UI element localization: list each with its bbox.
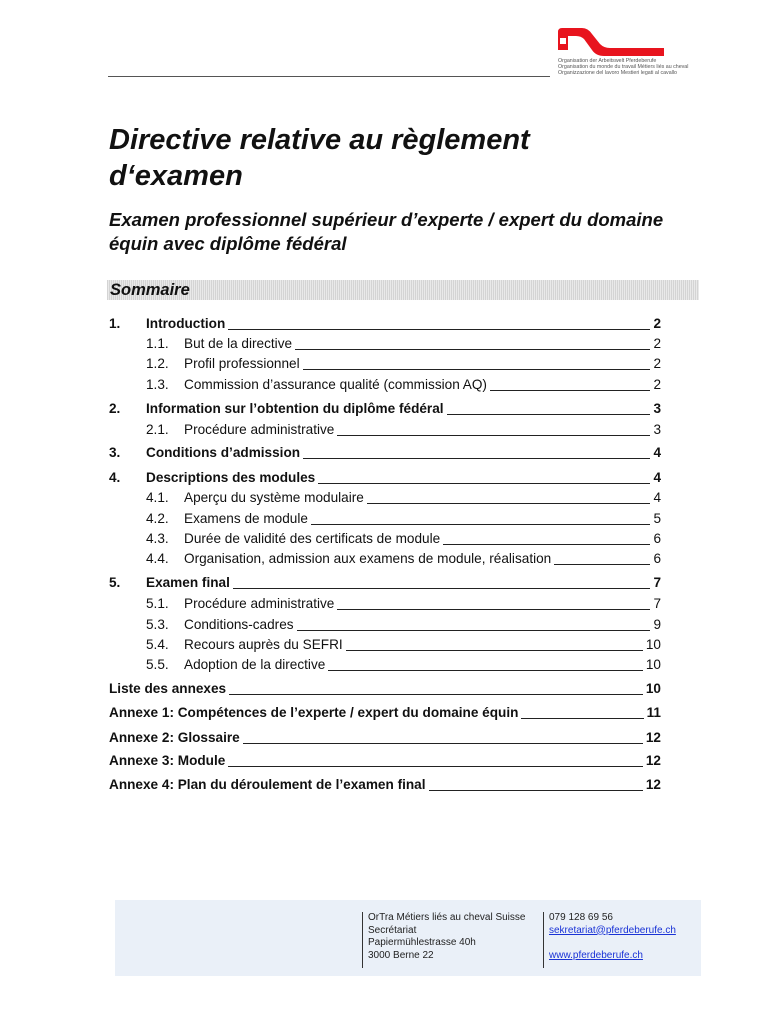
toc-entry-page: 10	[645, 637, 661, 652]
toc-entry[interactable]	[146, 530, 661, 548]
toc-entry-page: 3	[653, 401, 661, 416]
toc-leader-line	[297, 629, 651, 631]
toc-entry[interactable]	[109, 704, 661, 722]
toc-entry[interactable]	[109, 752, 661, 770]
toc-entry-page: 6	[653, 531, 661, 546]
address-line: Papiermühlestrasse 40h	[368, 937, 476, 948]
logo-text	[558, 58, 708, 76]
footer-contact	[543, 912, 699, 968]
toc-entry-title: Aperçu du système modulaire	[184, 490, 364, 505]
toc-leader-line	[243, 742, 643, 744]
toc-leader-line	[337, 608, 650, 610]
website-link[interactable]: www.pferdeberufe.ch	[549, 949, 643, 961]
address-line: OrTra Métiers liés au cheval Suisse	[368, 912, 526, 923]
toc-entry-number: 1.2.	[146, 356, 169, 371]
toc-entry[interactable]	[146, 335, 661, 353]
toc-entry-number: 5.3.	[146, 617, 169, 632]
footer	[115, 900, 701, 976]
toc-entry[interactable]	[146, 616, 661, 634]
toc-leader-line	[229, 693, 643, 695]
toc-leader-line	[318, 482, 650, 484]
toc-entry-number: 3.	[109, 445, 121, 460]
toc-entry[interactable]	[109, 574, 661, 592]
toc-entry-number: 4.3.	[146, 531, 169, 546]
header-rule	[108, 76, 550, 77]
toc-entry[interactable]	[109, 400, 661, 418]
toc-leader-line	[295, 348, 650, 350]
toc-entry-title: Descriptions des modules	[146, 470, 316, 485]
toc-leader-line	[490, 389, 650, 391]
toc-entry-number: 5.4.	[146, 637, 169, 652]
toc-entry-number: 1.	[109, 316, 121, 331]
toc-entry-number: 4.2.	[146, 511, 169, 526]
email-link[interactable]: sekretariat@pferdeberufe.ch	[549, 924, 676, 936]
toc-entry-page: 3	[653, 422, 661, 437]
toc-entry-title: Examen final	[146, 575, 230, 590]
toc-entry-title: Organisation, admission aux examens de module, réalisation	[184, 551, 552, 566]
sommaire-heading: Sommaire	[110, 281, 190, 299]
toc-entry-number: 1.3.	[146, 377, 169, 392]
toc-leader-line	[447, 413, 651, 415]
toc-entry[interactable]	[146, 421, 661, 439]
toc-entry-title: Annexe 1: Compétences de l’experte / expert du domaine équin	[109, 705, 519, 720]
toc-entry-number: 2.	[109, 401, 121, 416]
toc-entry-title: Conditions-cadres	[184, 617, 294, 632]
toc-entry-title: Examens de module	[184, 511, 308, 526]
toc-entry-title: Profil professionnel	[184, 356, 300, 371]
toc-entry-page: 6	[653, 551, 661, 566]
toc-entry-number: 5.1.	[146, 596, 169, 611]
toc-entry-number: 2.1.	[146, 422, 169, 437]
toc-entry-title: Recours auprès du SEFRI	[184, 637, 343, 652]
toc-entry-page: 9	[653, 617, 661, 632]
toc-entry-title: Information sur l’obtention du diplôme fédéral	[146, 401, 444, 416]
document-title: Directive relative au règlement d‘examen	[109, 124, 530, 192]
toc-entry-title: Adoption de la directive	[184, 657, 326, 672]
toc-entry-page: 4	[653, 490, 661, 505]
toc-entry-page: 10	[645, 657, 661, 672]
toc-entry[interactable]	[146, 656, 661, 674]
toc-entry-page: 12	[645, 753, 661, 768]
toc-leader-line	[443, 543, 650, 545]
toc-entry[interactable]	[109, 680, 661, 698]
toc-leader-line	[228, 765, 643, 767]
toc-leader-line	[554, 563, 650, 565]
toc-entry-title: Introduction	[146, 316, 226, 331]
toc-entry[interactable]	[146, 595, 661, 613]
toc-entry-number: 5.	[109, 575, 121, 590]
phone-number: 079 128 69 56	[549, 912, 613, 923]
logo-line: Organisation der Arbeitswelt Pferdeberufe	[558, 58, 657, 64]
toc-leader-line	[303, 368, 651, 370]
toc-entry-title: Annexe 3: Module	[109, 753, 226, 768]
logo-line: Organizzazione del lavoro Mestieri legati al cavallo	[558, 70, 677, 76]
toc-entry-title: Commission d’assurance qualité (commission AQ)	[184, 377, 487, 392]
toc-entry-page: 4	[653, 470, 661, 485]
toc-leader-line	[429, 789, 643, 791]
footer-address	[362, 912, 550, 968]
toc-leader-line	[303, 457, 650, 459]
toc-entry[interactable]	[109, 315, 661, 333]
toc-entry[interactable]	[109, 444, 661, 462]
toc-entry[interactable]	[146, 489, 661, 507]
toc-entry-title: But de la directive	[184, 336, 293, 351]
toc-entry-title: Annexe 2: Glossaire	[109, 730, 240, 745]
address-line: 3000 Berne 22	[368, 949, 434, 961]
toc-entry-page: 12	[645, 777, 661, 792]
toc-entry-number: 4.4.	[146, 551, 169, 566]
toc-entry[interactable]	[146, 376, 661, 394]
toc-leader-line	[521, 717, 643, 719]
toc-entry-number: 1.1.	[146, 336, 169, 351]
toc-entry-page: 7	[653, 596, 661, 611]
toc-leader-line	[233, 587, 651, 589]
toc-entry-page: 2	[653, 316, 661, 331]
toc-entry-number: 4.1.	[146, 490, 169, 505]
toc-leader-line	[228, 328, 650, 330]
toc-entry-page: 4	[653, 445, 661, 460]
toc-entry-page: 11	[646, 705, 661, 720]
logo-mark-icon	[556, 26, 666, 60]
organization-logo	[556, 26, 706, 82]
logo-line: Organisation du monde du travail Métiers liés au cheval	[558, 64, 689, 70]
sommaire-heading-bar	[107, 280, 699, 300]
toc-leader-line	[311, 523, 651, 525]
toc-leader-line	[346, 649, 643, 651]
toc-entry-number: 5.5.	[146, 657, 169, 672]
toc-entry-title: Procédure administrative	[184, 422, 335, 437]
toc-entry[interactable]	[109, 776, 661, 794]
toc-entry[interactable]	[146, 550, 661, 568]
toc-entry-title: Procédure administrative	[184, 596, 335, 611]
toc-entry-page: 12	[645, 730, 661, 745]
document-subtitle: Examen professionnel supérieur d’experte / expert du domaine équin avec diplôme fédéral	[109, 209, 664, 254]
address-line: Secrétariat	[368, 924, 417, 936]
toc-entry-number: 4.	[109, 470, 121, 485]
toc-entry-page: 10	[645, 681, 661, 696]
toc-entry-page: 2	[653, 377, 661, 392]
toc-entry[interactable]	[109, 469, 661, 487]
toc-entry[interactable]	[146, 636, 661, 654]
toc-entry[interactable]	[146, 355, 661, 373]
toc-entry-title: Durée de validité des certificats de module	[184, 531, 441, 546]
toc-leader-line	[328, 669, 643, 671]
toc-entry-page: 7	[653, 575, 661, 590]
toc-entry-title: Annexe 4: Plan du déroulement de l’examen final	[109, 777, 426, 792]
toc-entry[interactable]	[109, 729, 661, 747]
toc-entry[interactable]	[146, 510, 661, 528]
toc-entry-title: Liste des annexes	[109, 681, 227, 696]
toc-entry-page: 2	[653, 356, 661, 371]
toc-entry-page: 2	[653, 336, 661, 351]
toc-entry-title: Conditions d’admission	[146, 445, 301, 460]
toc-leader-line	[367, 502, 651, 504]
toc-entry-page: 5	[653, 511, 661, 526]
toc-leader-line	[337, 434, 650, 436]
